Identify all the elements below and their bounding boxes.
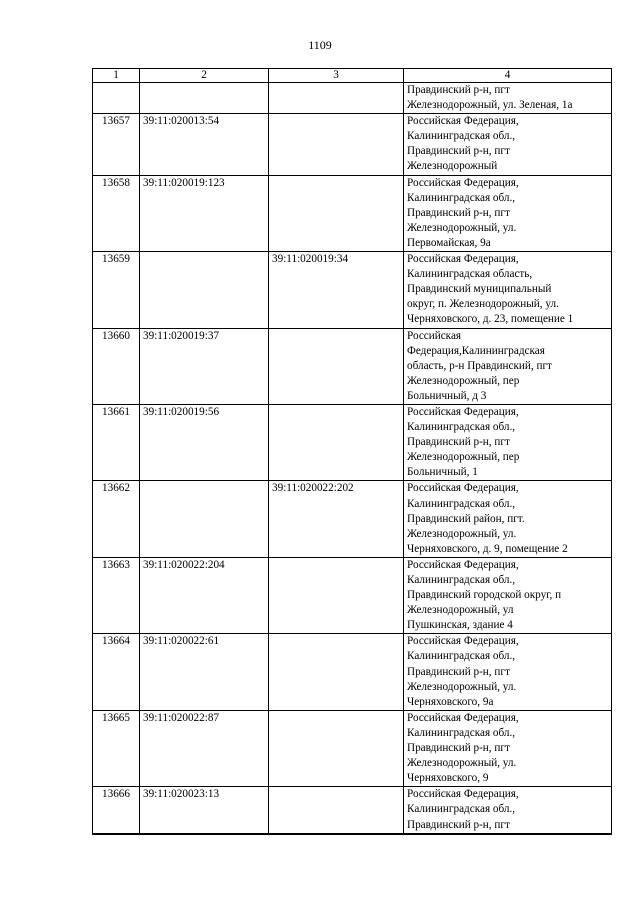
cadastral-number-building	[269, 175, 404, 251]
table-row	[93, 787, 612, 833]
table-row	[93, 114, 612, 175]
table-row	[93, 83, 612, 114]
cadastral-number-building	[269, 787, 404, 833]
address: Российская Федерация, Калининградская обл., Правдинский р-н, пгт	[404, 787, 612, 833]
table-header-row	[93, 69, 612, 83]
row-number: 13663	[93, 557, 140, 633]
header-col-1: 1	[93, 69, 140, 83]
table-row	[93, 833, 612, 834]
row-number: 13665	[93, 710, 140, 786]
cadastral-number-building	[269, 83, 404, 114]
address: Российская Федерация, Калининградская обл., Правдинский р-н, пгт Железнодорожный, ул. Черняховского, 9а	[404, 634, 612, 710]
cadastral-number: 39:11:020013:54	[140, 114, 269, 175]
row-number: 13658	[93, 175, 140, 251]
address: Российская Федерация, Калининградская обл., Правдинский район, пгт. Железнодорожный, ул. Черняховского, д. 9, помещение 2	[404, 481, 612, 557]
address: Российская Федерация,Калининградская область, р-н Правдинский, пгт Железнодорожный, пер Больничный, д 3	[404, 328, 612, 404]
cadastral-number-building	[269, 557, 404, 633]
table-row	[93, 328, 612, 404]
address: Российская Федерация, Калининградская область, Правдинский муниципальный округ, п. Железнодорожный, ул. Черняховского, д. 23, помещение 1	[404, 252, 612, 328]
address: Российская Федерация, Калининградская обл., Правдинский городской округ, п Железнодорожный, ул Пушкинская, здание 4	[404, 557, 612, 633]
table-row	[93, 404, 612, 480]
page-number: 1109	[308, 38, 332, 52]
cadastral-number: 39:11:020019:37	[140, 328, 269, 404]
row-number: 13660	[93, 328, 140, 404]
address: Правдинский р-н, пгт Железнодорожный, ул. Зеленая, 1а	[404, 83, 612, 114]
row-number: 13664	[93, 634, 140, 710]
cadastral-number-building: 39:11:020022:202	[269, 481, 404, 557]
table-row	[93, 634, 612, 710]
cadastral-number-building	[269, 404, 404, 480]
cadastral-number: 39:11:020022:87	[140, 710, 269, 786]
row-number: 13661	[93, 404, 140, 480]
address: Российская Федерация, Калининградская обл., Правдинский р-н, пгт Железнодорожный	[404, 114, 612, 175]
row-number: 13657	[93, 114, 140, 175]
row-number: 13662	[93, 481, 140, 557]
cadastral-number: 39:11:020022:204	[140, 557, 269, 633]
address: Российская Федерация, Калининградская обл., Правдинский р-н, пгт Железнодорожный, ул. Первомайская, 9а	[404, 175, 612, 251]
header-col-3: 3	[269, 69, 404, 83]
row-number: 13659	[93, 252, 140, 328]
cadastral-number-building	[269, 328, 404, 404]
cadastral-number: 39:11:020023:13	[140, 787, 269, 833]
header-col-4: 4	[404, 69, 612, 83]
row-number	[93, 83, 140, 114]
table-row	[93, 175, 612, 251]
cadastral-number-building	[269, 634, 404, 710]
header-col-2: 2	[140, 69, 269, 83]
cadastral-number	[140, 83, 269, 114]
row-number	[93, 833, 140, 834]
cadastral-number-building: 39:11:020019:34	[269, 252, 404, 328]
table-row	[93, 481, 612, 557]
cadastral-number: 39:11:020022:61	[140, 634, 269, 710]
address: Российская Федерация, Калининградская обл., Правдинский р-н, пгт Железнодорожный, пер Больничный, 1	[404, 404, 612, 480]
cadastral-number-building	[269, 710, 404, 786]
registry-table	[92, 68, 612, 835]
table-row	[93, 252, 612, 328]
table-row	[93, 557, 612, 633]
row-number: 13666	[93, 787, 140, 833]
table-row	[93, 710, 612, 786]
cadastral-number	[140, 252, 269, 328]
cadastral-number-building	[269, 114, 404, 175]
address	[404, 833, 612, 834]
cadastral-number	[140, 833, 269, 834]
cadastral-number	[140, 481, 269, 557]
cadastral-number-building	[269, 833, 404, 834]
cadastral-number: 39:11:020019:123	[140, 175, 269, 251]
address: Российская Федерация, Калининградская обл., Правдинский р-н, пгт Железнодорожный, ул. Черняховского, 9	[404, 710, 612, 786]
cadastral-number: 39:11:020019:56	[140, 404, 269, 480]
